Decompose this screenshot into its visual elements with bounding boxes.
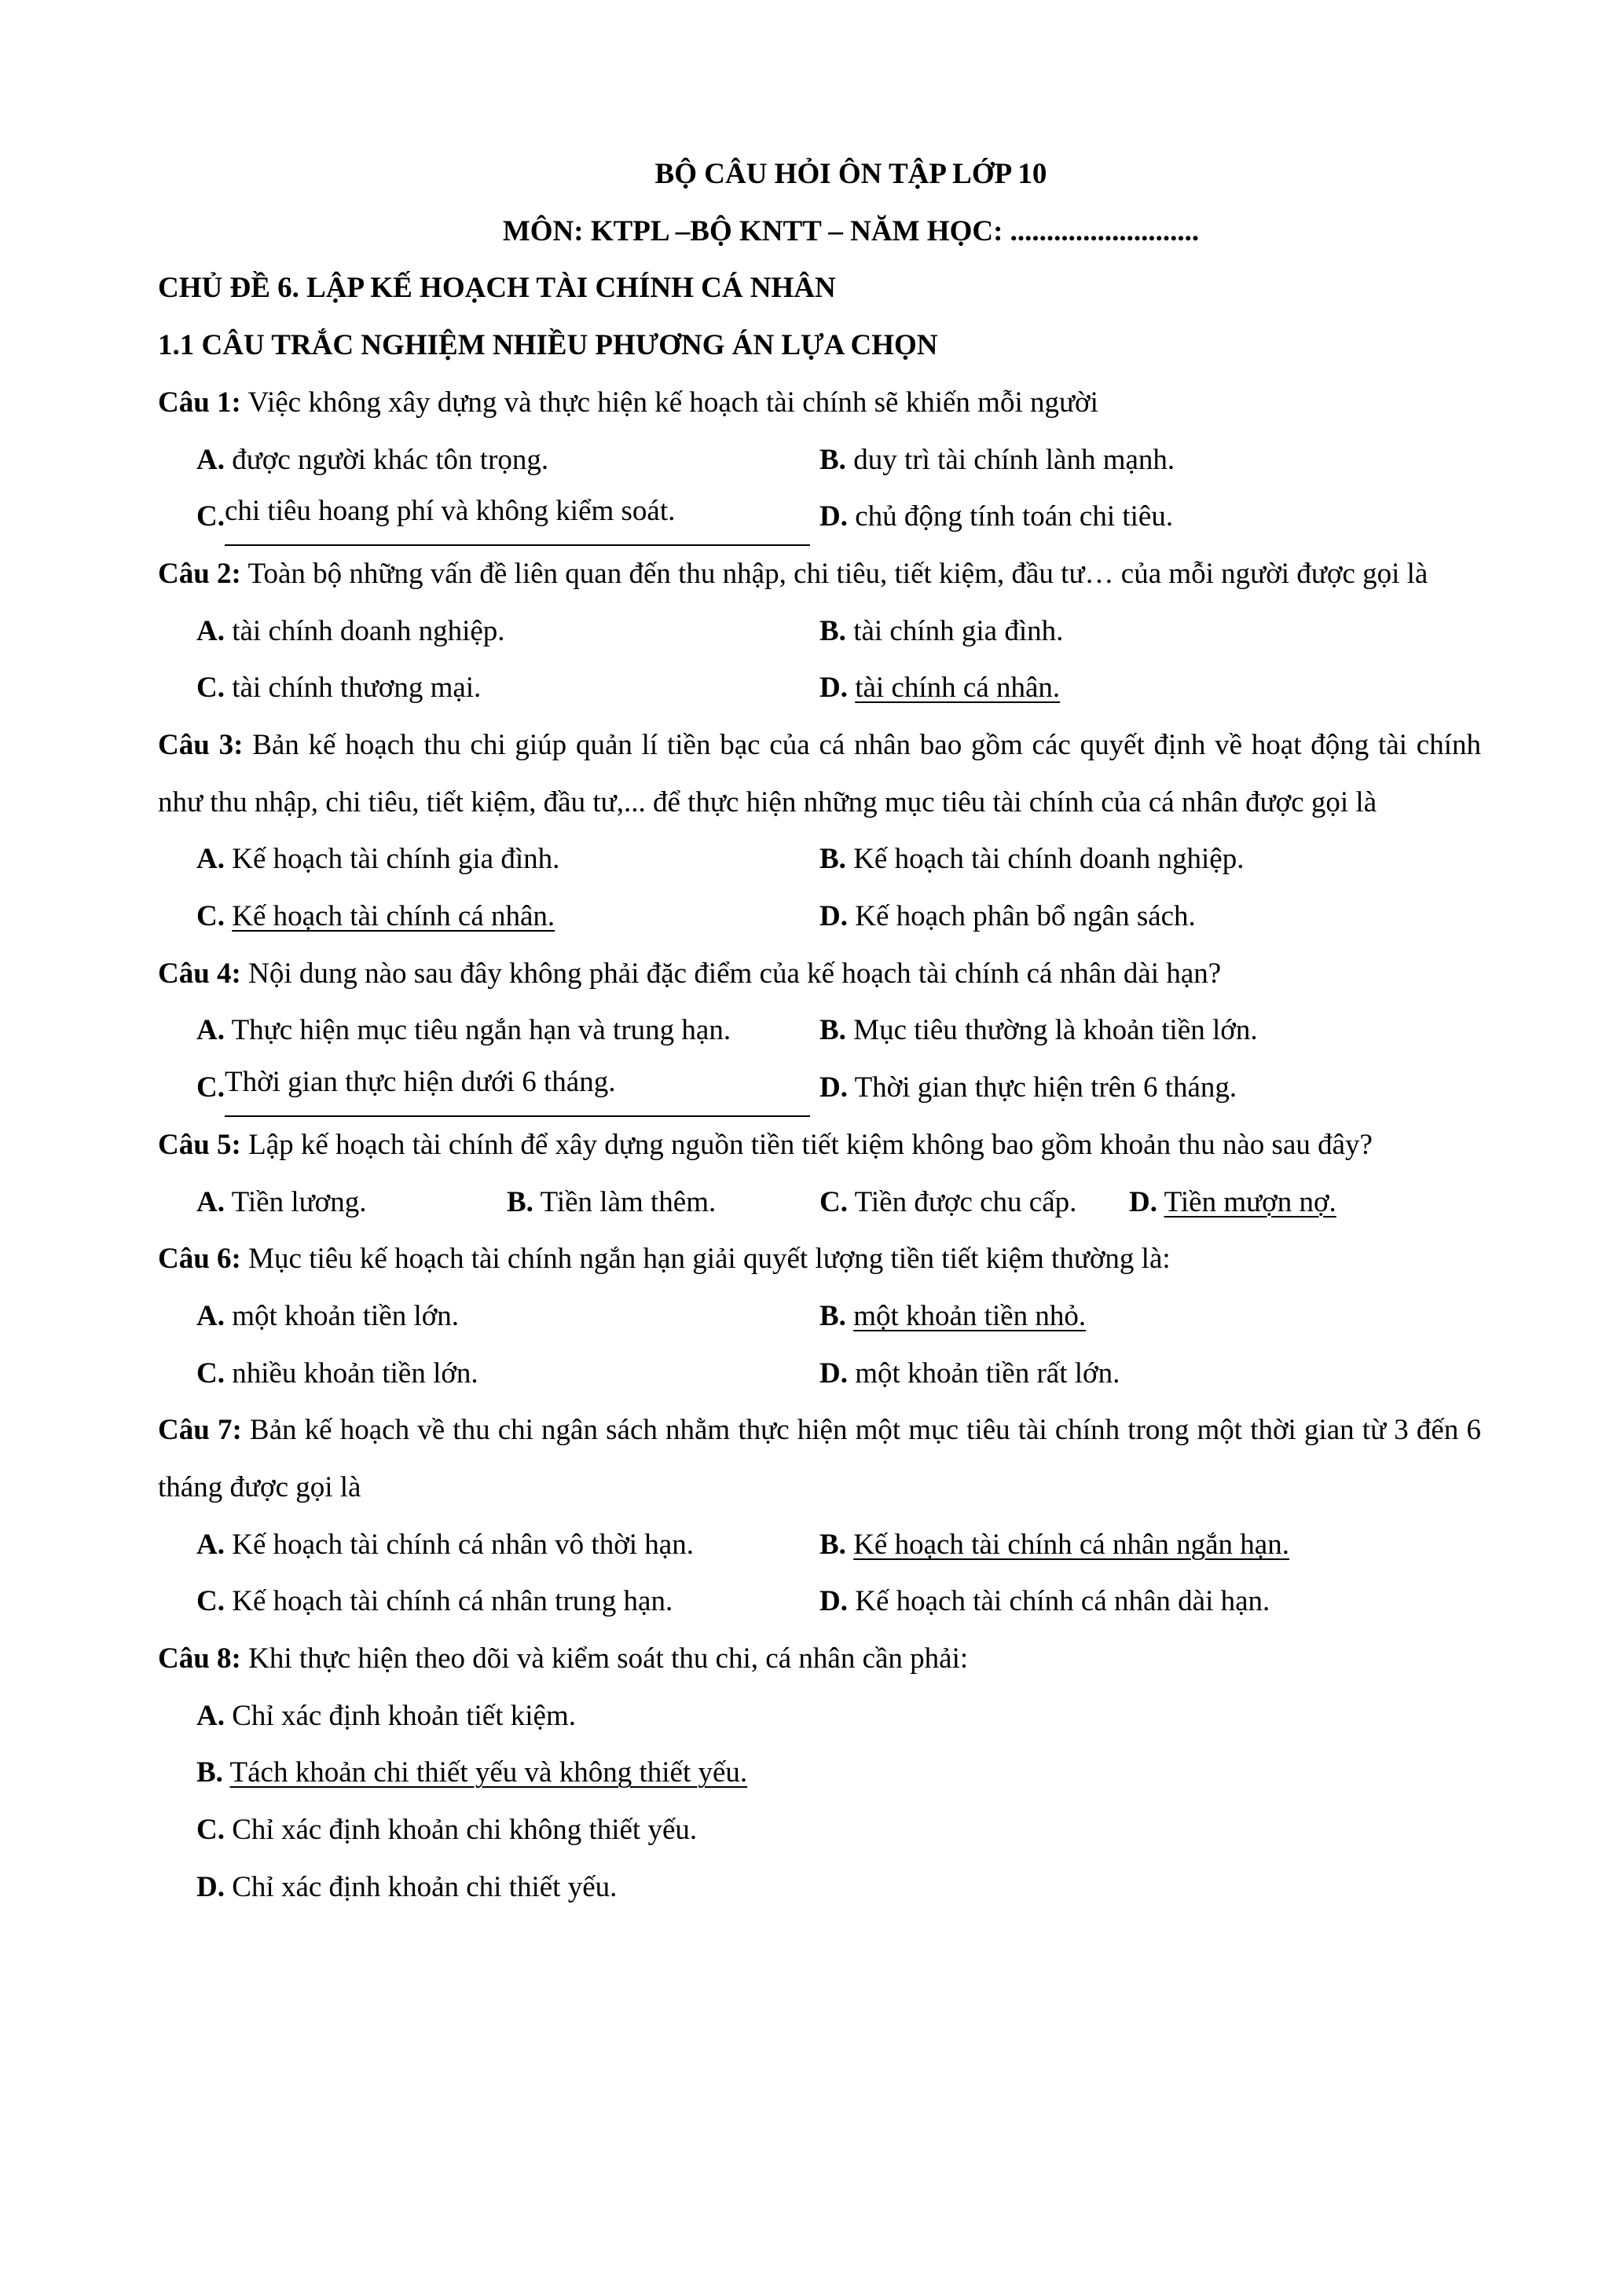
option-text: Tiền lương.	[231, 1185, 367, 1218]
question-block	[158, 1117, 1481, 1231]
answer-option	[1129, 1174, 1336, 1232]
answer-option	[196, 831, 819, 888]
option-label: A.	[196, 443, 225, 476]
options-row	[158, 1517, 1481, 1574]
answer-option	[507, 1174, 819, 1232]
question-block	[158, 946, 1481, 1117]
question-number: Câu 2:	[158, 557, 241, 590]
option-text: Tiền được chu cấp.	[854, 1185, 1077, 1218]
option-text: một khoản tiền lớn.	[232, 1299, 460, 1332]
option-label: B.	[819, 1014, 846, 1047]
question-block	[158, 717, 1481, 946]
question-text: Khi thực hiện theo dõi và kiểm soát thu chi, cá nhân cần phải:	[248, 1642, 969, 1675]
question-text: Mục tiêu kế hoạch tài chính ngắn hạn giải quyết lượng tiền tiết kiệm thường là:	[248, 1243, 1171, 1276]
option-text: chủ động tính toán chi tiêu.	[855, 500, 1174, 533]
question-list	[158, 375, 1481, 1917]
option-text: Chỉ xác định khoản chi không thiết yếu.	[232, 1814, 698, 1847]
answer-option	[819, 1060, 1237, 1117]
option-label: C.	[196, 1071, 225, 1104]
option-label: A.	[196, 1299, 225, 1332]
answer-option	[196, 1859, 617, 1917]
correct-answer-text: Tiền mượn nợ.	[1164, 1185, 1336, 1218]
option-label: C.	[819, 1185, 848, 1218]
option-text: Thực hiện mục tiêu ngắn hạn và trung hạn.	[231, 1014, 731, 1047]
answer-option	[819, 1517, 1289, 1574]
option-label: B.	[819, 1299, 846, 1332]
question-block	[158, 1231, 1481, 1402]
option-label: D.	[819, 1585, 848, 1618]
options-row	[158, 888, 1481, 946]
answer-option	[196, 1745, 747, 1802]
option-text: tài chính doanh nghiệp.	[232, 614, 505, 647]
question-stem	[158, 1631, 1481, 1688]
answer-option	[819, 1288, 1086, 1346]
options-row	[158, 831, 1481, 888]
options-row	[158, 1060, 1481, 1117]
topic-heading: CHỦ ĐỀ 6. LẬP KẾ HOẠCH TÀI CHÍNH CÁ NHÂN	[158, 272, 836, 305]
question-number: Câu 7:	[158, 1414, 242, 1447]
option-label: B.	[819, 1528, 846, 1561]
answer-option	[819, 1002, 1258, 1060]
option-text: Kế hoạch tài chính gia đình.	[232, 843, 560, 876]
options-row	[158, 1688, 1481, 1745]
question-text: Bản kế hoạch về thu chi ngân sách nhằm thực hiện một mục tiêu tài chính trong một thời gian từ 3 đến 6 tháng được gọi là	[158, 1414, 1481, 1503]
option-text: Kế hoạch phân bổ ngân sách.	[855, 900, 1196, 933]
option-label: D.	[1129, 1185, 1157, 1218]
option-text: Kế hoạch tài chính doanh nghiệp.	[853, 843, 1245, 876]
correct-answer-text: chi tiêu hoang phí và không kiểm soát.	[225, 489, 810, 546]
correct-answer-text: Kế hoạch tài chính cá nhân.	[232, 900, 555, 933]
answer-option	[196, 888, 819, 946]
document-title: BỘ CÂU HỎI ÔN TẬP LỚP 10	[654, 158, 1047, 190]
answer-option	[819, 888, 1196, 946]
correct-answer-text: một khoản tiền nhỏ.	[853, 1299, 1087, 1332]
question-block	[158, 546, 1481, 717]
question-stem	[158, 1117, 1481, 1174]
option-text: Mục tiêu thường là khoản tiền lớn.	[853, 1014, 1258, 1047]
option-label: D.	[819, 1071, 848, 1104]
option-text: Thời gian thực hiện trên 6 tháng.	[854, 1071, 1237, 1104]
option-label: C.	[196, 1585, 225, 1618]
question-stem	[158, 546, 1481, 603]
option-text: duy trì tài chính lành mạnh.	[853, 443, 1175, 476]
question-number: Câu 6:	[158, 1243, 241, 1276]
question-number: Câu 4:	[158, 957, 241, 990]
answer-option	[819, 1573, 1270, 1631]
question-number: Câu 8:	[158, 1642, 241, 1675]
option-text: Tiền làm thêm.	[540, 1185, 717, 1218]
question-stem	[158, 375, 1481, 432]
question-text: Nội dung nào sau đây không phải đặc điểm của kế hoạch tài chính cá nhân dài hạn?	[248, 957, 1222, 990]
option-text: Chỉ xác định khoản chi thiết yếu.	[232, 1870, 618, 1903]
correct-answer-text: Tách khoản chi thiết yếu và không thiết yếu.	[229, 1756, 748, 1789]
option-label: B.	[507, 1185, 533, 1218]
option-label: D.	[819, 672, 848, 705]
question-text: Toàn bộ những vấn đề liên quan đến thu nhập, chi tiêu, tiết kiệm, đầu tư… của mỗi người được gọi là	[247, 557, 1428, 590]
answer-option	[819, 489, 1173, 546]
document-page	[158, 146, 1481, 1917]
question-stem	[158, 1402, 1481, 1516]
answer-option	[196, 1688, 576, 1745]
options-row	[158, 1346, 1481, 1403]
options-row	[158, 1802, 1481, 1859]
answer-option	[196, 432, 819, 489]
answer-option	[819, 831, 1244, 888]
option-label: D.	[819, 1357, 848, 1390]
answer-option	[196, 603, 819, 661]
option-text: nhiều khoản tiền lớn.	[232, 1357, 478, 1390]
answer-option	[196, 1802, 697, 1859]
answer-option	[819, 603, 1063, 661]
option-label: D.	[819, 500, 848, 533]
question-number: Câu 5:	[158, 1128, 241, 1161]
option-label: B.	[819, 443, 846, 476]
options-row	[158, 1288, 1481, 1346]
option-text: Kế hoạch tài chính cá nhân trung hạn.	[232, 1585, 673, 1618]
option-label: A.	[196, 1528, 225, 1561]
question-number: Câu 3:	[158, 728, 244, 761]
answer-option	[196, 1517, 819, 1574]
answer-option	[819, 432, 1175, 489]
question-stem	[158, 717, 1481, 831]
section-heading: 1.1 CÂU TRẮC NGHIỆM NHIỀU PHƯƠNG ÁN LỰA CHỌN	[158, 329, 938, 362]
options-row	[158, 660, 1481, 717]
option-label: B.	[196, 1756, 223, 1789]
answer-option	[196, 1573, 819, 1631]
options-row	[158, 432, 1481, 489]
options-row	[158, 1859, 1481, 1917]
question-block	[158, 1631, 1481, 1916]
option-label: C.	[196, 1814, 225, 1847]
option-text: tài chính thương mại.	[232, 672, 482, 705]
option-text: được người khác tôn trọng.	[232, 443, 549, 476]
document-subtitle: MÔN: KTPL –BỘ KNTT – NĂM HỌC: ..........................	[502, 214, 1200, 247]
question-number: Câu 1:	[158, 386, 241, 419]
option-label: A.	[196, 1014, 225, 1047]
option-text: tài chính gia đình.	[853, 614, 1064, 647]
option-label: D.	[819, 900, 848, 933]
correct-answer-text: Kế hoạch tài chính cá nhân ngắn hạn.	[853, 1528, 1289, 1561]
option-text: một khoản tiền rất lớn.	[855, 1357, 1120, 1390]
answer-option	[196, 1002, 819, 1060]
answer-option	[819, 1174, 1129, 1232]
option-label: C.	[196, 1357, 225, 1390]
question-stem	[158, 1231, 1481, 1288]
option-label: C.	[196, 500, 225, 533]
answer-option	[196, 489, 819, 546]
options-row	[158, 1174, 1481, 1232]
options-row	[158, 489, 1481, 546]
answer-option	[196, 1174, 507, 1232]
option-label: A.	[196, 614, 225, 647]
answer-option	[196, 1288, 819, 1346]
option-label: C.	[196, 672, 225, 705]
answer-option	[196, 660, 819, 717]
options-row	[158, 1745, 1481, 1802]
question-stem	[158, 946, 1481, 1003]
options-row	[158, 603, 1481, 661]
option-text: Kế hoạch tài chính cá nhân dài hạn.	[855, 1585, 1270, 1618]
option-label: A.	[196, 1699, 225, 1732]
option-label: A.	[196, 1185, 225, 1218]
option-text: Chỉ xác định khoản tiết kiệm.	[232, 1699, 576, 1732]
correct-answer-text: Thời gian thực hiện dưới 6 tháng.	[225, 1060, 810, 1117]
option-label: D.	[196, 1870, 225, 1903]
question-text: Bản kế hoạch thu chi giúp quản lí tiền bạc của cá nhân bao gồm các quyết định về hoạt động tài chính như thu nhập, chi tiêu, tiết kiệm, đầu tư,... để thực hiện những mục tiêu tài chính của cá nhân được gọi là	[158, 728, 1482, 818]
question-text: Việc không xây dựng và thực hiện kế hoạch tài chính sẽ khiến mỗi người	[247, 386, 1098, 419]
question-block	[158, 1402, 1481, 1631]
answer-option	[196, 1346, 819, 1403]
answer-option	[819, 660, 1060, 717]
option-label: A.	[196, 843, 225, 876]
option-text: Kế hoạch tài chính cá nhân vô thời hạn.	[232, 1528, 694, 1561]
options-row	[158, 1573, 1481, 1631]
correct-answer-text: tài chính cá nhân.	[855, 672, 1061, 705]
option-label: B.	[819, 843, 846, 876]
option-label: C.	[196, 900, 225, 933]
question-block	[158, 375, 1481, 546]
answer-option	[819, 1346, 1120, 1403]
options-row	[158, 1002, 1481, 1060]
answer-option	[196, 1060, 819, 1117]
option-label: B.	[819, 614, 846, 647]
question-text: Lập kế hoạch tài chính để xây dựng nguồn tiền tiết kiệm không bao gồm khoản thu nào sau đây?	[248, 1128, 1373, 1161]
